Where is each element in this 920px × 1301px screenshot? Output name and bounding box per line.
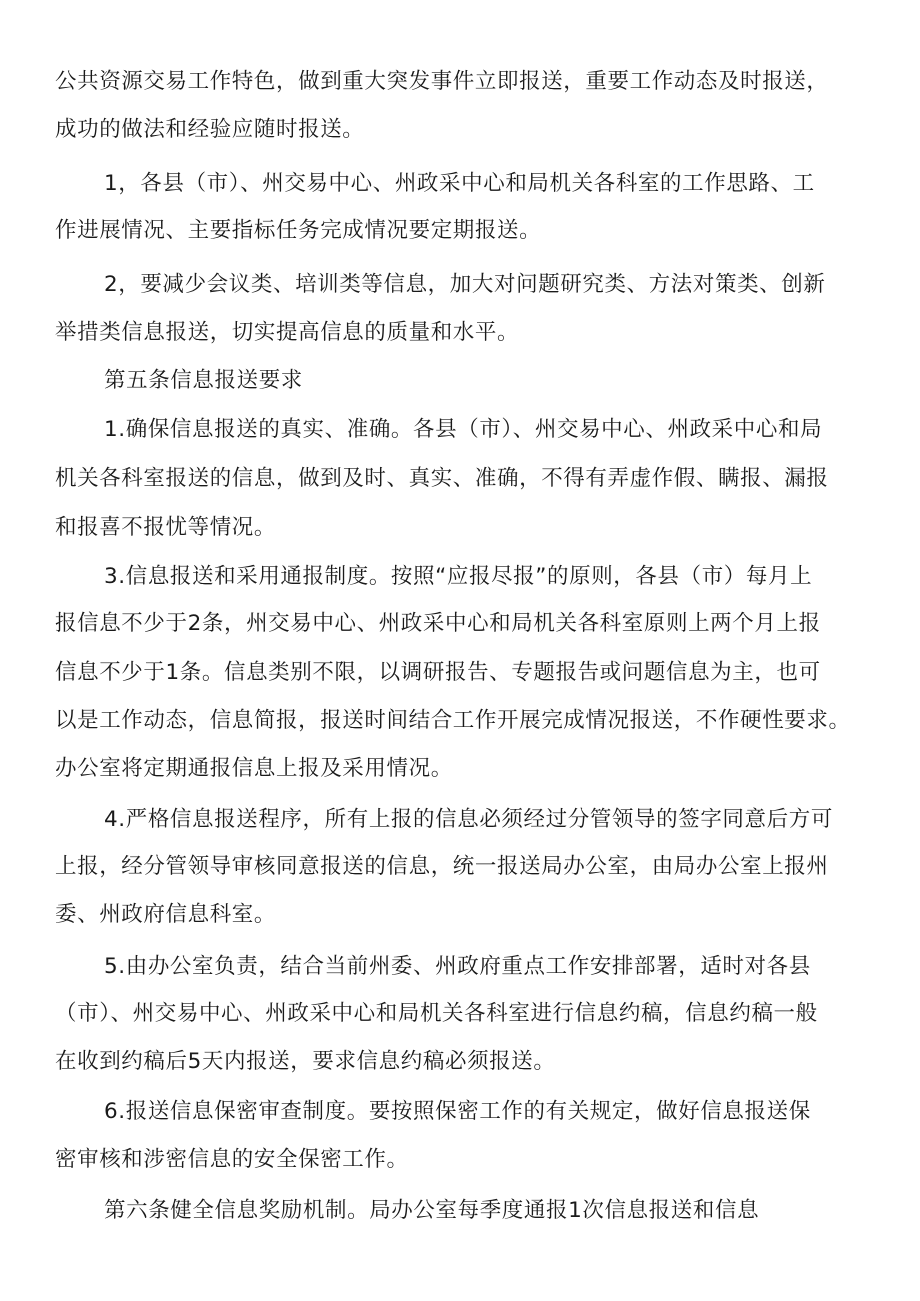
text-line: 和报喜不报忧等情况。 — [55, 515, 277, 540]
text-line: 6.报送信息保密审查制度。要按照保密工作的有关规定，做好信息报送保 — [104, 1099, 811, 1124]
text-line: 信息不少于1条。信息类别不限，以调研报告、专题报告或问题信息为主，也可 — [55, 660, 821, 685]
text-line: 上报，经分管领导审核同意报送的信息，统一报送局办公室，由局办公室上报州 — [55, 854, 829, 879]
text-line: 3.信息报送和采用通报制度。按照“应报尽报”的原则，各县（市）每月上 — [104, 564, 813, 589]
text-line: 1，各县（市）、州交易中心、州政采中心和局机关各科室的工作思路、工 — [104, 171, 815, 196]
text-line: 密审核和涉密信息的安全保密工作。 — [55, 1147, 409, 1172]
section-heading: 第六条健全信息奖励机制。局办公室每季度通报1次信息报送和信息 — [104, 1198, 760, 1223]
text-line: 委、州政府信息科室。 — [55, 902, 277, 927]
text-line: 1.确保信息报送的真实、准确。各县（市）、州交易中心、州政采中心和局 — [104, 417, 823, 442]
text-line: 举措类信息报送，切实提高信息的质量和水平。 — [55, 320, 520, 345]
text-line: 5.由办公室负责，结合当前州委、州政府重点工作安排部署，适时对各县 — [104, 954, 811, 979]
text-line: 公共资源交易工作特色，做到重大突发事件立即报送，重要工作动态及时报送， — [55, 69, 829, 94]
text-line: 2，要减少会议类、培训类等信息，加大对问题研究类、方法对策类、创新 — [104, 272, 826, 297]
text-line: 以是工作动态，信息简报，报送时间结合工作开展完成情况报送，不作硬性要求。 — [55, 708, 851, 733]
section-heading: 第五条信息报送要求 — [104, 368, 303, 393]
text-line: 4.严格信息报送程序，所有上报的信息必须经过分管领导的签字同意后方可 — [104, 807, 833, 832]
text-line: （市）、州交易中心、州政采中心和局机关各科室进行信息约稿，信息约稿一般 — [55, 1001, 818, 1026]
text-line: 报信息不少于2条，州交易中心、州政采中心和局机关各科室原则上两个月上报 — [55, 611, 821, 636]
text-line: 办公室将定期通报信息上报及采用情况。 — [55, 756, 453, 781]
text-line: 成功的做法和经验应随时报送。 — [55, 117, 365, 142]
text-line: 机关各科室报送的信息，做到及时、真实、准确，不得有弄虚作假、瞒报、漏报 — [55, 466, 829, 491]
text-line: 作进展情况、主要指标任务完成情况要定期报送。 — [55, 218, 542, 243]
text-line: 在收到约稿后5天内报送，要求信息约稿必须报送。 — [55, 1049, 556, 1074]
